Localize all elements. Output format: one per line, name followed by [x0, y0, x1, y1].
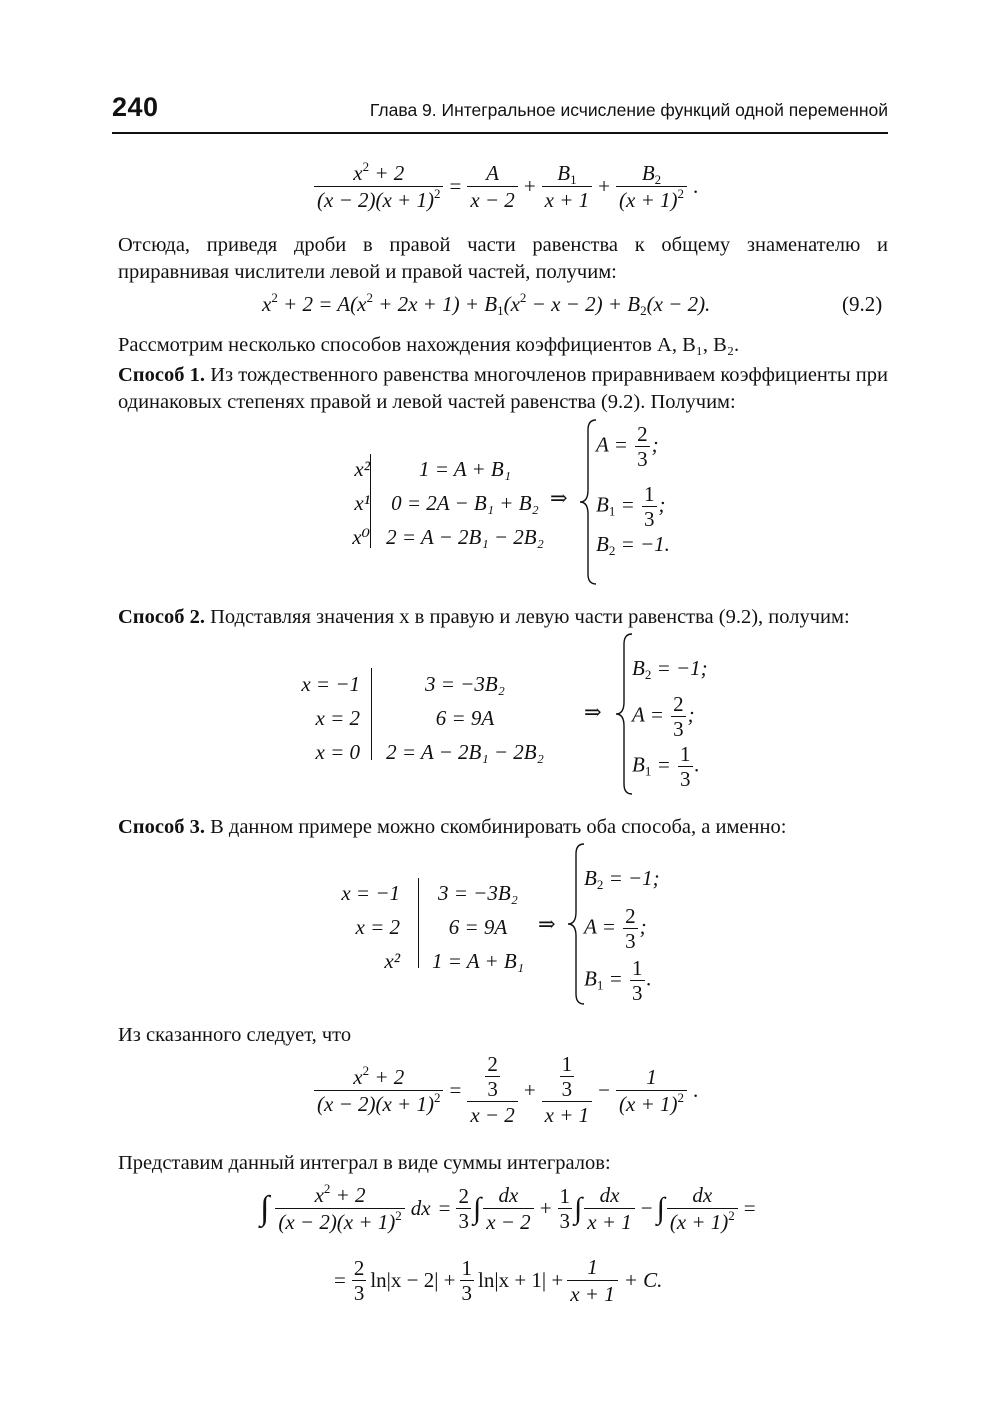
- method-3-right-col: [428, 876, 528, 978]
- method-2-left-col: [290, 667, 360, 769]
- system-1-line-3: $B_2 = -1$.: [596, 532, 670, 558]
- system-3-line-1: $B_2 = -1$;: [584, 866, 660, 892]
- row-left: x²: [384, 949, 400, 973]
- method-1-left-col: [330, 452, 370, 554]
- equation-result: $\frac{x^2 + 2}{(x - 2)(x + 1)^2}$ = $\frac{\frac{2}{3}}{x - 2}$ + $\frac{\frac{1}{3}}{x + 1}$ − $\frac{1}{(x + 1)^2}$ .: [312, 1052, 702, 1128]
- integral-equation-2: = $\frac{2}{3}$ ln|x − 2| + $\frac{1}{3}$ ln|x + 1| + $\frac{1}{x + 1}$ + C.: [334, 1255, 663, 1306]
- method-2-body: Подставляя значения x в правую и левую части равенства (9.2), получим:: [204, 606, 850, 628]
- row-right: 0 = 2A − B₁ + B₂: [391, 491, 539, 515]
- method-3-divider: [418, 878, 419, 968]
- chapter-title: Глава 9. Интегральное исчисление функций одной переменной: [369, 100, 888, 120]
- system-1-line-1: A = $\frac{2}{3}$ ;: [596, 422, 659, 471]
- page-number: 240: [112, 92, 159, 122]
- row-right: 6 = 9A: [435, 706, 495, 730]
- system-2-line-1: $B_2 = -1$;: [632, 656, 708, 682]
- method-3-body: В данном примере можно скомбинировать оба способа, а именно:: [204, 816, 787, 838]
- equation-9-2: $x^2 + 2 = A(x^2 + 2x + 1) + B_1(x^2 - x - 2) + B_2(x - 2)$.: [262, 290, 711, 318]
- method-2-label: Способ 2.: [118, 606, 205, 628]
- system-3-line-3: $B_1$ = $\frac{1}{3}$ .: [584, 956, 652, 1005]
- system-1-line-2: $B_1$ = $\frac{1}{3}$ ;: [596, 482, 666, 531]
- system-3-line-2: A = $\frac{2}{3}$ ;: [584, 904, 647, 953]
- row-left: x⁰: [352, 525, 370, 549]
- row-right: 1 = A + B₁: [431, 949, 525, 973]
- method-3-text: [118, 814, 888, 841]
- row-left: x¹: [354, 491, 370, 515]
- method-1-body: Из тождественного равенства многочленов приравниваем коэффициенты при одинаковых степенях правой и левой частей равенства (9.2). Получим:: [118, 364, 889, 413]
- method-3-left-col: [330, 876, 400, 978]
- method-1-text: [118, 362, 888, 416]
- paragraph-4: Представим данный интеграл в виде суммы интегралов:: [118, 1152, 611, 1174]
- row-left: x = 0: [315, 740, 360, 764]
- row-right: 3 = −3B₂: [425, 672, 505, 696]
- paragraph-1: Отсюда, приведя дроби в правой части равенства к общему знаменателю и приравнивая числители левой и правой частей, получим:: [118, 234, 888, 283]
- row-left: x = −1: [301, 672, 360, 696]
- implies-arrow: ⇒: [538, 912, 556, 936]
- row-right: 6 = 9A: [448, 915, 508, 939]
- row-left: x = −1: [341, 881, 400, 905]
- method-2-right-col: [380, 667, 550, 769]
- paragraph-3: Из сказанного следует, что: [118, 1024, 352, 1046]
- row-left: x = 2: [355, 915, 400, 939]
- system-2-line-2: A = $\frac{2}{3}$ ;: [632, 692, 695, 741]
- equation-decomposition: $\frac{x^2 + 2}{(x - 2)(x + 1)^2}$ = $\frac{A}{x - 2}$ + $\frac{B_1}{x + 1}$ + $\frac{B_2}{(x + 1)^2}$ .: [312, 160, 702, 213]
- row-left: x²: [354, 457, 370, 481]
- equation-number: (9.2): [842, 292, 883, 316]
- row-right: 2 = A − 2B₁ − 2B₂: [386, 740, 544, 764]
- row-left: x = 2: [315, 706, 360, 730]
- row-right: 1 = A + B₁: [418, 457, 512, 481]
- method-3-label: Способ 3.: [118, 816, 205, 838]
- implies-arrow: ⇒: [584, 700, 602, 724]
- implies-arrow: ⇒: [550, 486, 568, 510]
- row-right: 3 = −3B₂: [438, 881, 518, 905]
- method-1-label: Способ 1.: [118, 364, 206, 386]
- system-2-line-3: $B_1$ = $\frac{1}{3}$ .: [632, 742, 700, 791]
- method-1-divider: [370, 454, 371, 548]
- method-1-right-col: [380, 452, 550, 554]
- header-rule: [112, 132, 888, 134]
- paragraph-2: Рассмотрим несколько способов нахождения коэффициентов A, B₁, B₂.: [118, 334, 740, 356]
- method-2-divider: [371, 668, 372, 760]
- integral-equation-1: ∫ $\frac{x^2 + 2}{(x - 2)(x + 1)^2}$ dx = $\frac{2}{3}$ ∫ $\frac{dx}{x - 2}$ + $\frac{1}{3}$ ∫ $\frac{dx}{x + 1}$ − ∫ $\frac{dx}{(x + 1)^2}$ =: [260, 1181, 756, 1234]
- row-right: 2 = A − 2B₁ − 2B₂: [386, 525, 544, 549]
- method-2-text: [118, 604, 888, 631]
